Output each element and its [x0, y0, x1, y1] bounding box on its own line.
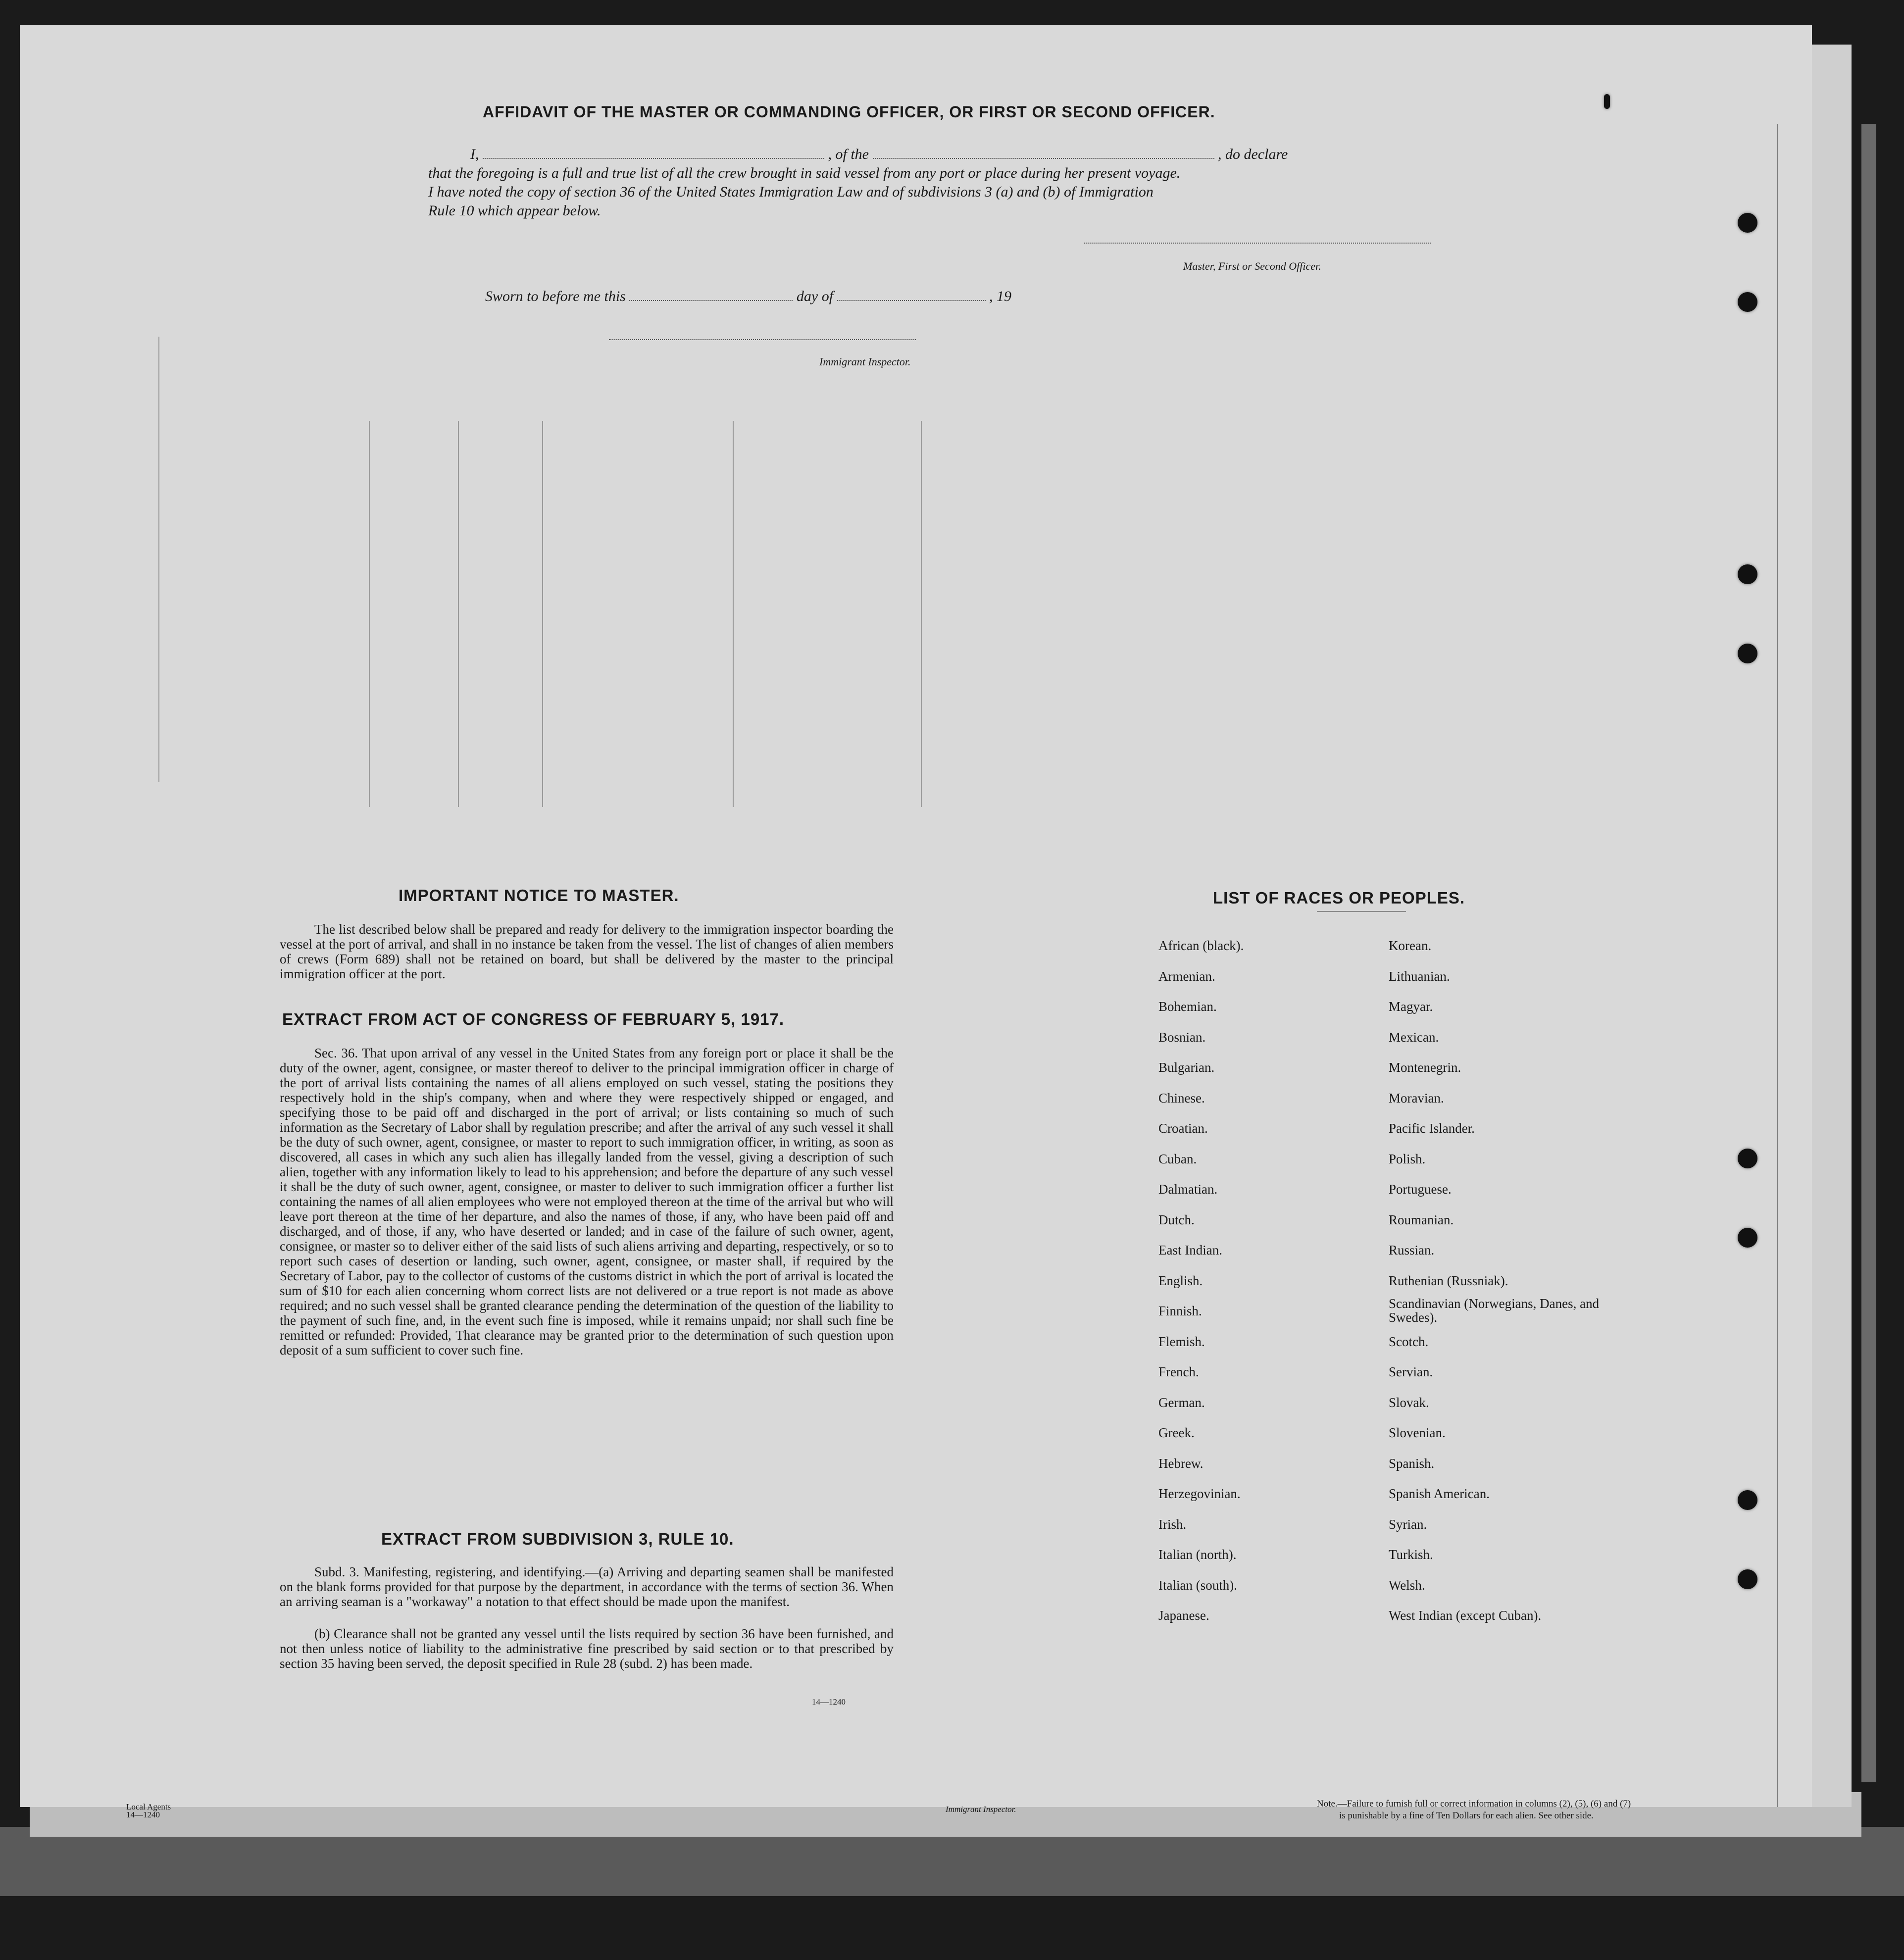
punch-hole [1738, 644, 1757, 663]
race-item: Servian. [1389, 1364, 1433, 1379]
rule-para-b: (b) Clearance shall not be granted any vessel until the lists required by section 36 have been furnished, and not then unless notice of liability to the administrative fine prescribed by said section or to that prescribed by section 35 having been served, the deposit specified in Rule 28 (subd. 2) has been made. [280, 1626, 894, 1671]
race-item: Ruthenian (Russniak). [1389, 1273, 1508, 1288]
race-item: African (black). [1158, 938, 1244, 953]
affidavit-title: AFFIDAVIT OF THE MASTER OR COMMANDING OFFICER, OR FIRST OR SECOND OFFICER. [483, 103, 1215, 121]
sworn-month-field[interactable] [837, 300, 986, 301]
declaration-line-4: Rule 10 which appear below. [428, 202, 601, 219]
footer-note-line-1: Note.—Failure to furnish full or correct information in columns (2), (5), (6) and (7) [1317, 1799, 1631, 1809]
race-item: Greek. [1158, 1425, 1195, 1440]
declaration-i: I, [470, 146, 479, 162]
race-item: Polish. [1389, 1151, 1426, 1166]
race-item: Cuban. [1158, 1151, 1197, 1166]
race-item: Hebrew. [1158, 1456, 1203, 1471]
punch-hole [1738, 1149, 1757, 1168]
punch-hole [1738, 1228, 1757, 1248]
local-agents-label: Local Agents [126, 1802, 171, 1811]
race-item: French. [1158, 1364, 1199, 1379]
name-field[interactable] [483, 158, 824, 159]
race-item: German. [1158, 1395, 1205, 1410]
background-stack [0, 1827, 1904, 1896]
race-item: Chinese. [1158, 1090, 1205, 1106]
race-item: Lithuanian. [1389, 968, 1450, 984]
race-item: Spanish American. [1389, 1486, 1490, 1501]
punch-hole [1738, 1490, 1757, 1510]
race-item: Magyar. [1389, 999, 1433, 1014]
declaration-line-3: I have noted the copy of section 36 of the United States Immigration Law and of subdivisions 3 (a) and (b) of Immigration [428, 184, 1153, 200]
race-item: Irish. [1158, 1516, 1187, 1532]
race-item: Flemish. [1158, 1334, 1205, 1349]
act-body: Sec. 36. That upon arrival of any vessel in the United States from any foreign port or place it shall be the duty of the owner, agent, consignee, or master thereof to deliver to the principal immigration officer in charge of the port of arrival lists containing the names of all aliens employed on such vessel, stating the positions they respectively hold in the ship's company, when and where they were respectively shipped or engaged, and specifying those to be paid off and discharged in the port of arrival; or lists containing so much of such information as the Secretary of Labor shall by regulation prescribe; and after the arrival of any such vessel it shall be the duty of such owner, agent, consignee, or master to report to such immigration officer, in writing, as soon as discovered, all cases in which any such alien has illegally landed from the vessel, giving a description of such alien, together with any information likely to lead to his apprehension; and before the departure of any such vessel it shall be the duty of such owner, agent, consignee, or master to deliver to such immigration officer a further list containing the names of all alien employees who were not employed thereon at the time of the arrival but who will leave port thereon at the time of her departure, and also the names of those, if any, who have been paid off and discharged, and of those, if any, who have deserted or landed; and in case of the failure of such owner, agent, consignee, or master so to deliver either of the said lists of such aliens arriving and departing, respectively, or so to report such cases of desertion or landing, such owner, agent, consignee, or master shall, if required by the Secretary of Labor, pay to the collector of customs of the customs district in which the port of arrival is located the sum of $10 for each alien concerning whom correct lists are not delivered or a true report is not made as above required; and no such vessel shall be granted clearance pending the determination of the question of the liability to the payment of such fine, and, in the event such fine is imposed, while it remains unpaid; nor shall such fine be remitted or refunded: Provided, That clearance may be granted prior to the determination of such question upon deposit of a sum sufficient to cover such fine. [280, 1046, 894, 1357]
bleed-line [542, 421, 543, 807]
punch-hole [1738, 564, 1757, 584]
vessel-field[interactable] [873, 158, 1214, 159]
sworn-year: , 19 [989, 288, 1012, 304]
race-item: Japanese. [1158, 1608, 1209, 1623]
race-item: Korean. [1389, 938, 1432, 953]
race-item: Portuguese. [1389, 1182, 1452, 1197]
race-item: Syrian. [1389, 1516, 1427, 1532]
punch-hole [1738, 213, 1757, 233]
race-item: Russian. [1389, 1243, 1435, 1257]
races-title: LIST OF RACES OR PEOPLES. [1213, 889, 1465, 907]
race-item: Croatian. [1158, 1121, 1208, 1136]
race-item: Montenegrin. [1389, 1060, 1461, 1075]
declaration-line-1 [470, 145, 1436, 164]
race-item: Slovak. [1389, 1395, 1429, 1410]
declaration-do-declare: , do declare [1218, 146, 1288, 162]
race-item: Moravian. [1389, 1090, 1444, 1106]
inspector-signature-field[interactable] [609, 339, 916, 340]
bleed-line [458, 421, 459, 807]
master-label: Master, First or Second Officer. [1183, 260, 1321, 272]
bleed-line [158, 337, 159, 782]
race-item: Slovenian. [1389, 1425, 1446, 1440]
title-rule [1317, 911, 1406, 912]
race-item: Bulgarian. [1158, 1060, 1215, 1075]
bleed-line [733, 421, 734, 807]
race-item: Herzegovinian. [1158, 1486, 1241, 1501]
race-item: Italian (north). [1158, 1547, 1237, 1562]
sworn-text: Sworn to before me this [485, 288, 626, 304]
rule-para-a: Subd. 3. Manifesting, registering, and identifying.—(a) Arriving and departing seamen shall be manifested on the blank forms provided for that purpose by the department, in accordance with the terms of section 36. When an arriving seaman is a "workaway" a notation to that effect should be made upon the manifest. [280, 1564, 894, 1609]
notice-title: IMPORTANT NOTICE TO MASTER. [399, 886, 679, 905]
race-item: Dutch. [1158, 1212, 1195, 1227]
page-edge-line [1777, 124, 1778, 1807]
sworn-day-of: day of [796, 288, 834, 304]
race-item: Armenian. [1158, 968, 1215, 984]
sworn-line [485, 287, 1178, 306]
footer-note [1317, 1798, 1631, 1822]
race-item: Bohemian. [1158, 999, 1217, 1014]
inspector-label: Immigrant Inspector. [819, 355, 911, 368]
sworn-day-field[interactable] [629, 300, 793, 301]
race-item: Scotch. [1389, 1334, 1429, 1349]
footer-note-line-2: is punishable by a fine of Ten Dollars for each alien. See other side. [1339, 1810, 1594, 1821]
document-page [20, 25, 1812, 1821]
race-item: Italian (south). [1158, 1577, 1237, 1593]
bleed-line [921, 421, 922, 807]
background-page-shadow [1861, 124, 1876, 1782]
race-item: Finnish. [1158, 1304, 1202, 1318]
master-signature-field[interactable] [1084, 243, 1431, 244]
race-item: Pacific Islander. [1389, 1121, 1475, 1136]
race-item: East Indian. [1158, 1243, 1222, 1257]
declaration-of-the: , of the [828, 146, 869, 162]
race-item: Roumanian. [1389, 1212, 1454, 1227]
bleed-line [369, 421, 370, 807]
ink-mark [1604, 94, 1610, 109]
race-item: English. [1158, 1273, 1203, 1288]
race-item: Dalmatian. [1158, 1182, 1218, 1197]
race-item: West Indian (except Cuban). [1389, 1608, 1542, 1623]
form-number: 14—1240 [812, 1697, 846, 1707]
rule-title: EXTRACT FROM SUBDIVISION 3, RULE 10. [381, 1530, 734, 1548]
race-item: Mexican. [1389, 1029, 1439, 1045]
act-title: EXTRACT FROM ACT OF CONGRESS OF FEBRUARY 5, 1917. [282, 1010, 785, 1028]
race-item: Welsh. [1389, 1577, 1425, 1593]
race-item: Spanish. [1389, 1456, 1435, 1471]
punch-hole [1738, 292, 1757, 312]
race-item: Turkish. [1389, 1547, 1433, 1562]
race-item: Bosnian. [1158, 1029, 1206, 1045]
local-agents [126, 1803, 171, 1819]
local-agents-number: 14—1240 [126, 1810, 160, 1819]
footer-inspector: Immigrant Inspector. [946, 1805, 1016, 1814]
declaration-line-2: that the foregoing is a full and true list of all the crew brought in said vessel from any port or place during her present voyage. [428, 165, 1181, 181]
notice-body: The list described below shall be prepared and ready for delivery to the immigration inspector boarding the vessel at the port of arrival, and shall in no instance be taken from the vessel. The list of changes of alien members of crews (Form 689) shall not be retained on board, but shall be delivered by the master to the principal immigration officer at the port. [280, 922, 894, 981]
race-item: Scandinavian (Norwegians, Danes, and Swedes). [1389, 1296, 1600, 1325]
punch-hole [1738, 1569, 1757, 1589]
